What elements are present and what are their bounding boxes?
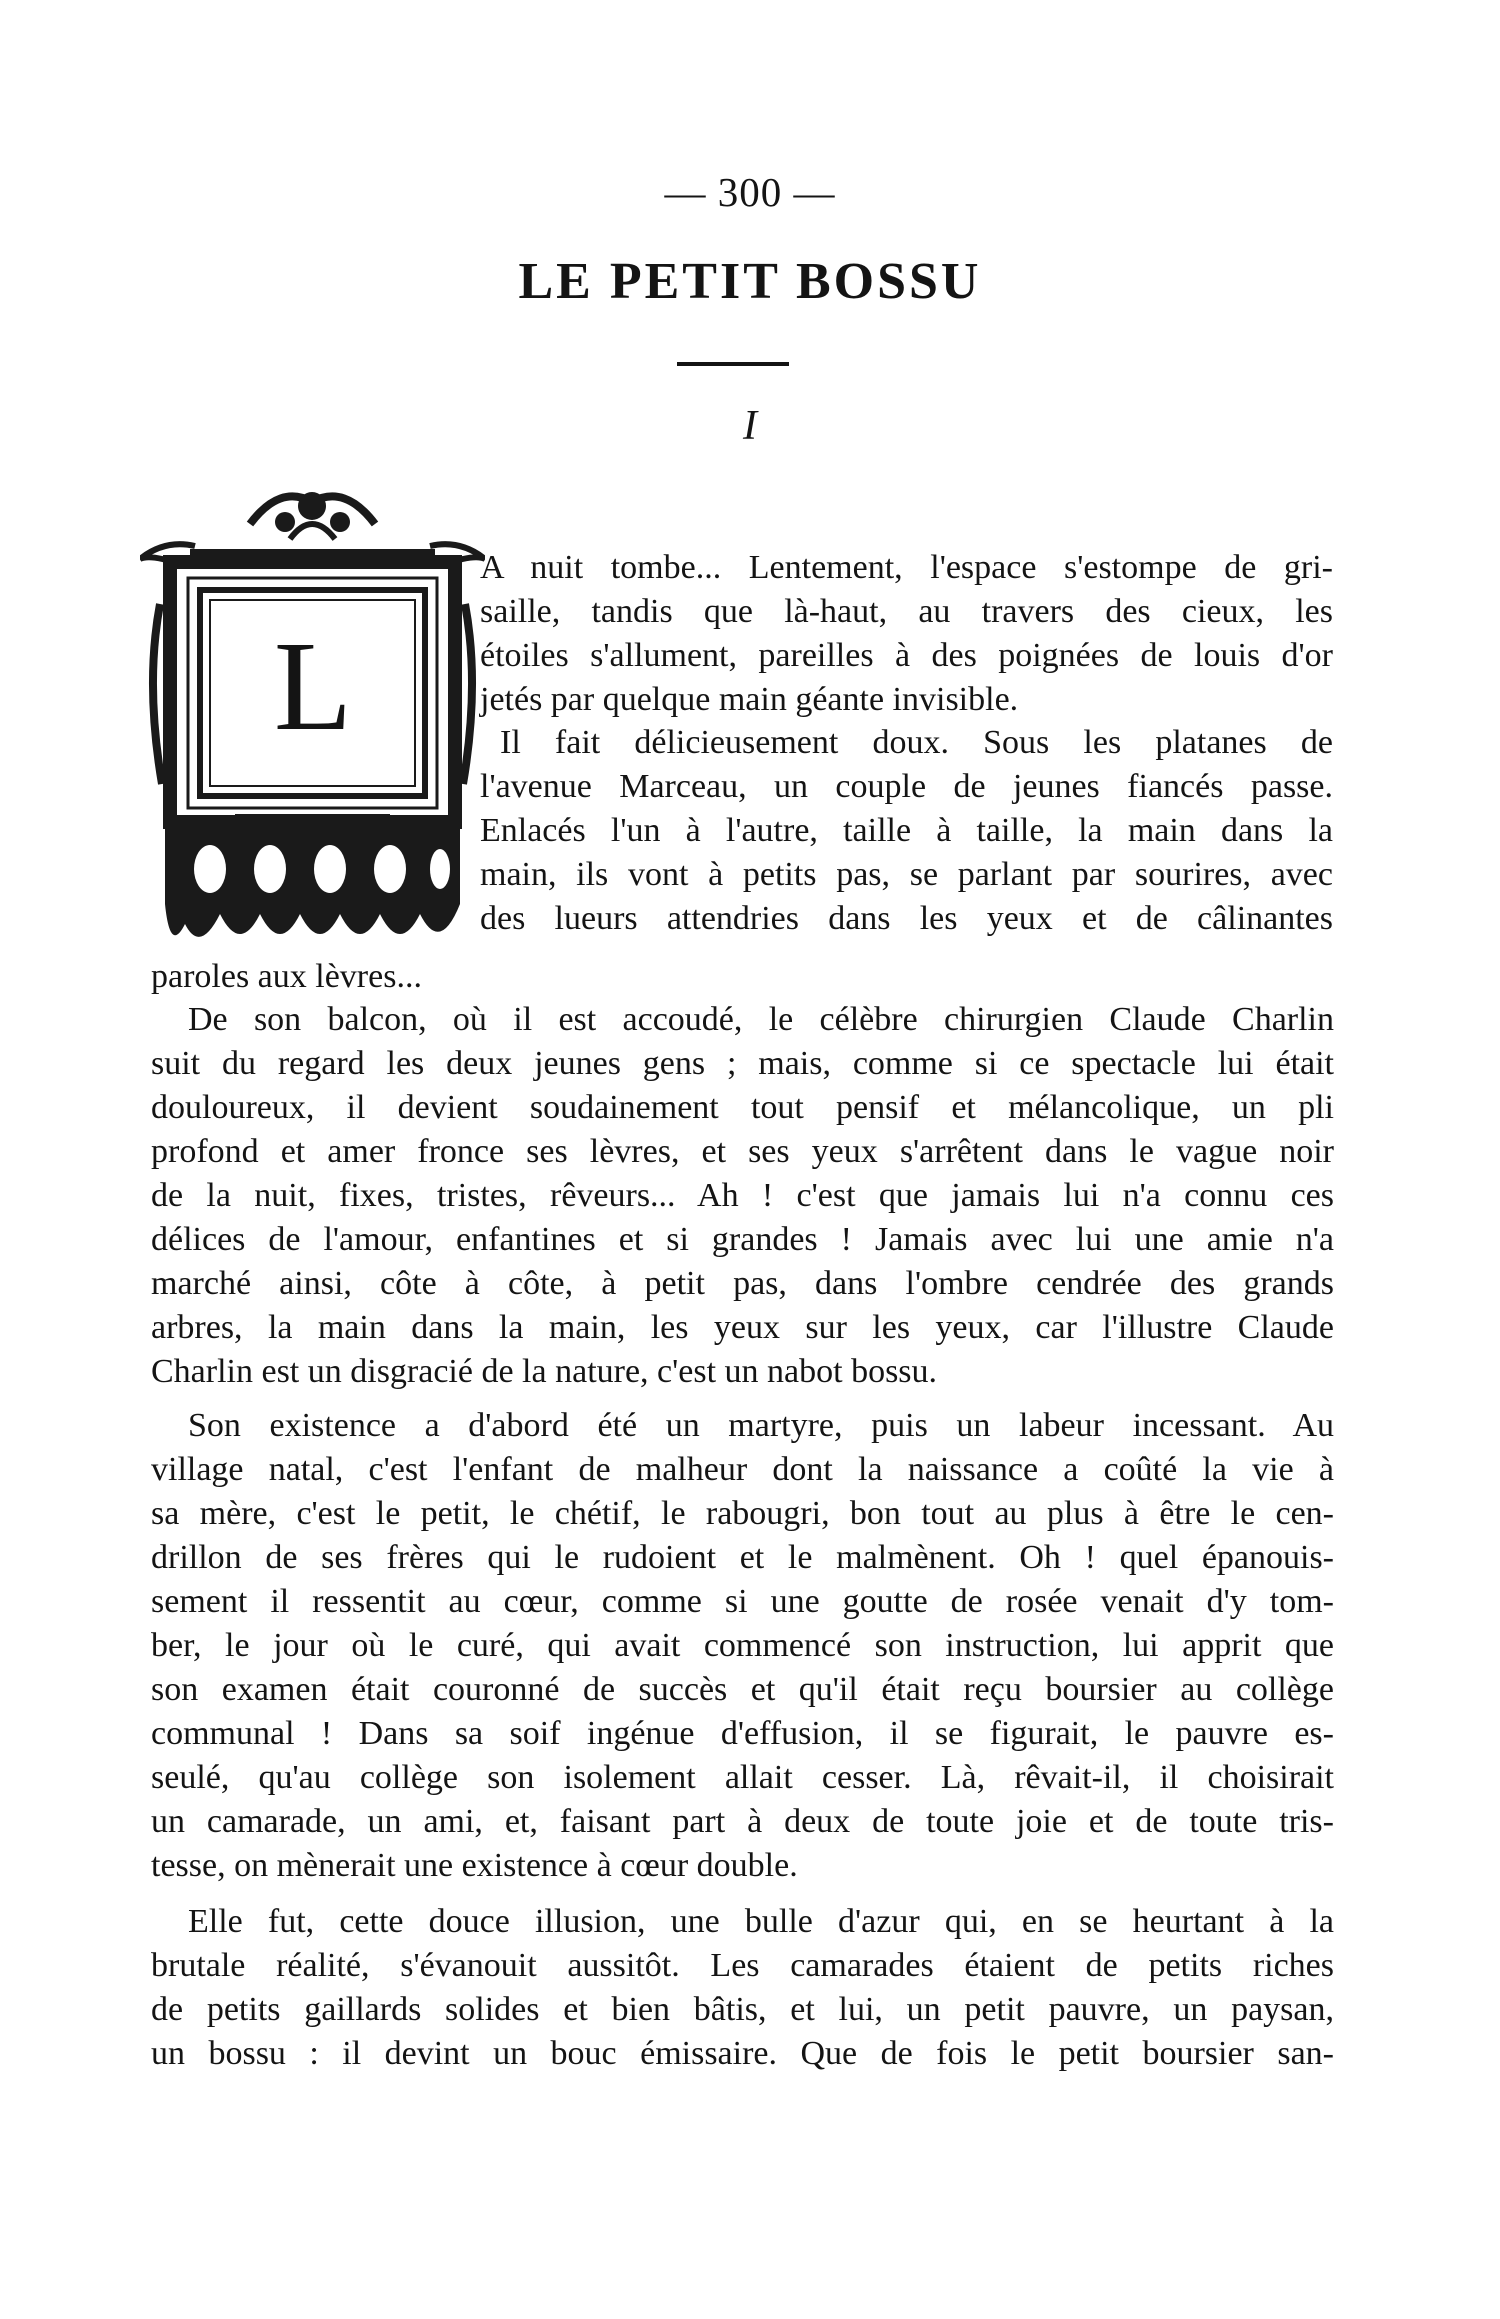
ornamental-dropcap: [140, 484, 485, 959]
text-line: douloureux, il devient soudainement tout pensif et mélancolique, un pli: [151, 1089, 1334, 1126]
text-line: arbres, la main dans la main, les yeux sur les yeux, car l'illustre Claude: [151, 1309, 1334, 1346]
page-number: — 300 —: [664, 169, 836, 215]
text-line: l'avenue Marceau, un couple de jeunes fiancés passe.: [480, 768, 1333, 805]
text-line: Charlin est un disgracié de la nature, c'est un nabot bossu.: [151, 1353, 938, 1390]
text-line: drillon de ses frères qui le rudoient et le malmènent. Oh ! quel épanouis-: [151, 1539, 1334, 1576]
text-line: un camarade, un ami, et, faisant part à deux de toute joie et de toute tris-: [151, 1803, 1334, 1840]
text-line: de la nuit, fixes, tristes, rêveurs... Ah ! c'est que jamais lui n'a connu ces: [151, 1177, 1334, 1214]
text-line: marché ainsi, côte à côte, à petit pas, dans l'ombre cendrée des grands: [151, 1265, 1334, 1302]
text-line: sa mère, c'est le petit, le chétif, le rabougri, bon tout au plus à être le cen-: [151, 1495, 1334, 1532]
text-line: saille, tandis que là-haut, au travers des cieux, les: [480, 593, 1333, 630]
text-line: délices de l'amour, enfantines et si grandes ! Jamais avec lui une amie n'a: [151, 1221, 1334, 1258]
text-line: un bossu : il devint un bouc émissaire. Que de fois le petit boursier san-: [151, 2035, 1334, 2072]
chapter-number: I: [743, 403, 757, 449]
text-line: tesse, on mènerait une existence à cœur double.: [151, 1847, 798, 1884]
text-line: seulé, qu'au collège son isolement allait cesser. Là, rêvait-il, il choisirait: [151, 1759, 1334, 1796]
text-line: ber, le jour où le curé, qui avait commencé son instruction, lui apprit que: [151, 1627, 1334, 1664]
text-line: jetés par quelque main géante invisible.: [480, 681, 1019, 718]
text-line: Son existence a d'abord été un martyre, puis un labeur incessant. Au: [188, 1407, 1334, 1444]
text-line: village natal, c'est l'enfant de malheur dont la naissance a coûté la vie à: [151, 1451, 1334, 1488]
text-line: communal ! Dans sa soif ingénue d'effusion, il se figurait, le pauvre es-: [151, 1715, 1334, 1752]
title-rule: [677, 362, 789, 366]
text-line: Enlacés l'un à l'autre, taille à taille, la main dans la: [480, 812, 1333, 849]
text-line: brutale réalité, s'évanouit aussitôt. Les camarades étaient de petits riches: [151, 1947, 1334, 1984]
dropcap-letter: L: [273, 615, 353, 757]
chapter-title: LE PETIT BOSSU: [518, 253, 982, 310]
text-line: main, ils vont à petits pas, se parlant par sourires, avec: [480, 856, 1333, 893]
text-line: de petits gaillards solides et bien bâtis, et lui, un petit pauvre, un paysan,: [151, 1991, 1334, 2028]
text-line: Elle fut, cette douce illusion, une bulle d'azur qui, en se heurtant à la: [188, 1903, 1334, 1940]
text-line: profond et amer fronce ses lèvres, et ses yeux s'arrêtent dans le vague noir: [151, 1133, 1334, 1170]
text-line: son examen était couronné de succès et qu'il était reçu boursier au collège: [151, 1671, 1334, 1708]
text-line: A nuit tombe... Lentement, l'espace s'estompe de gri-: [480, 549, 1333, 586]
text-line: des lueurs attendries dans les yeux et de câlinantes: [480, 900, 1333, 937]
text-line: suit du regard les deux jeunes gens ; mais, comme si ce spectacle lui était: [151, 1045, 1334, 1082]
text-line: De son balcon, où il est accoudé, le célèbre chirurgien Claude Charlin: [188, 1001, 1334, 1038]
text-line: étoiles s'allument, pareilles à des poignées de louis d'or: [480, 637, 1333, 674]
text-line: Il fait délicieusement doux. Sous les platanes de: [500, 724, 1333, 761]
text-line: paroles aux lèvres...: [151, 958, 422, 995]
text-line: sement il ressentit au cœur, comme si une goutte de rosée venait d'y tom-: [151, 1583, 1334, 1620]
